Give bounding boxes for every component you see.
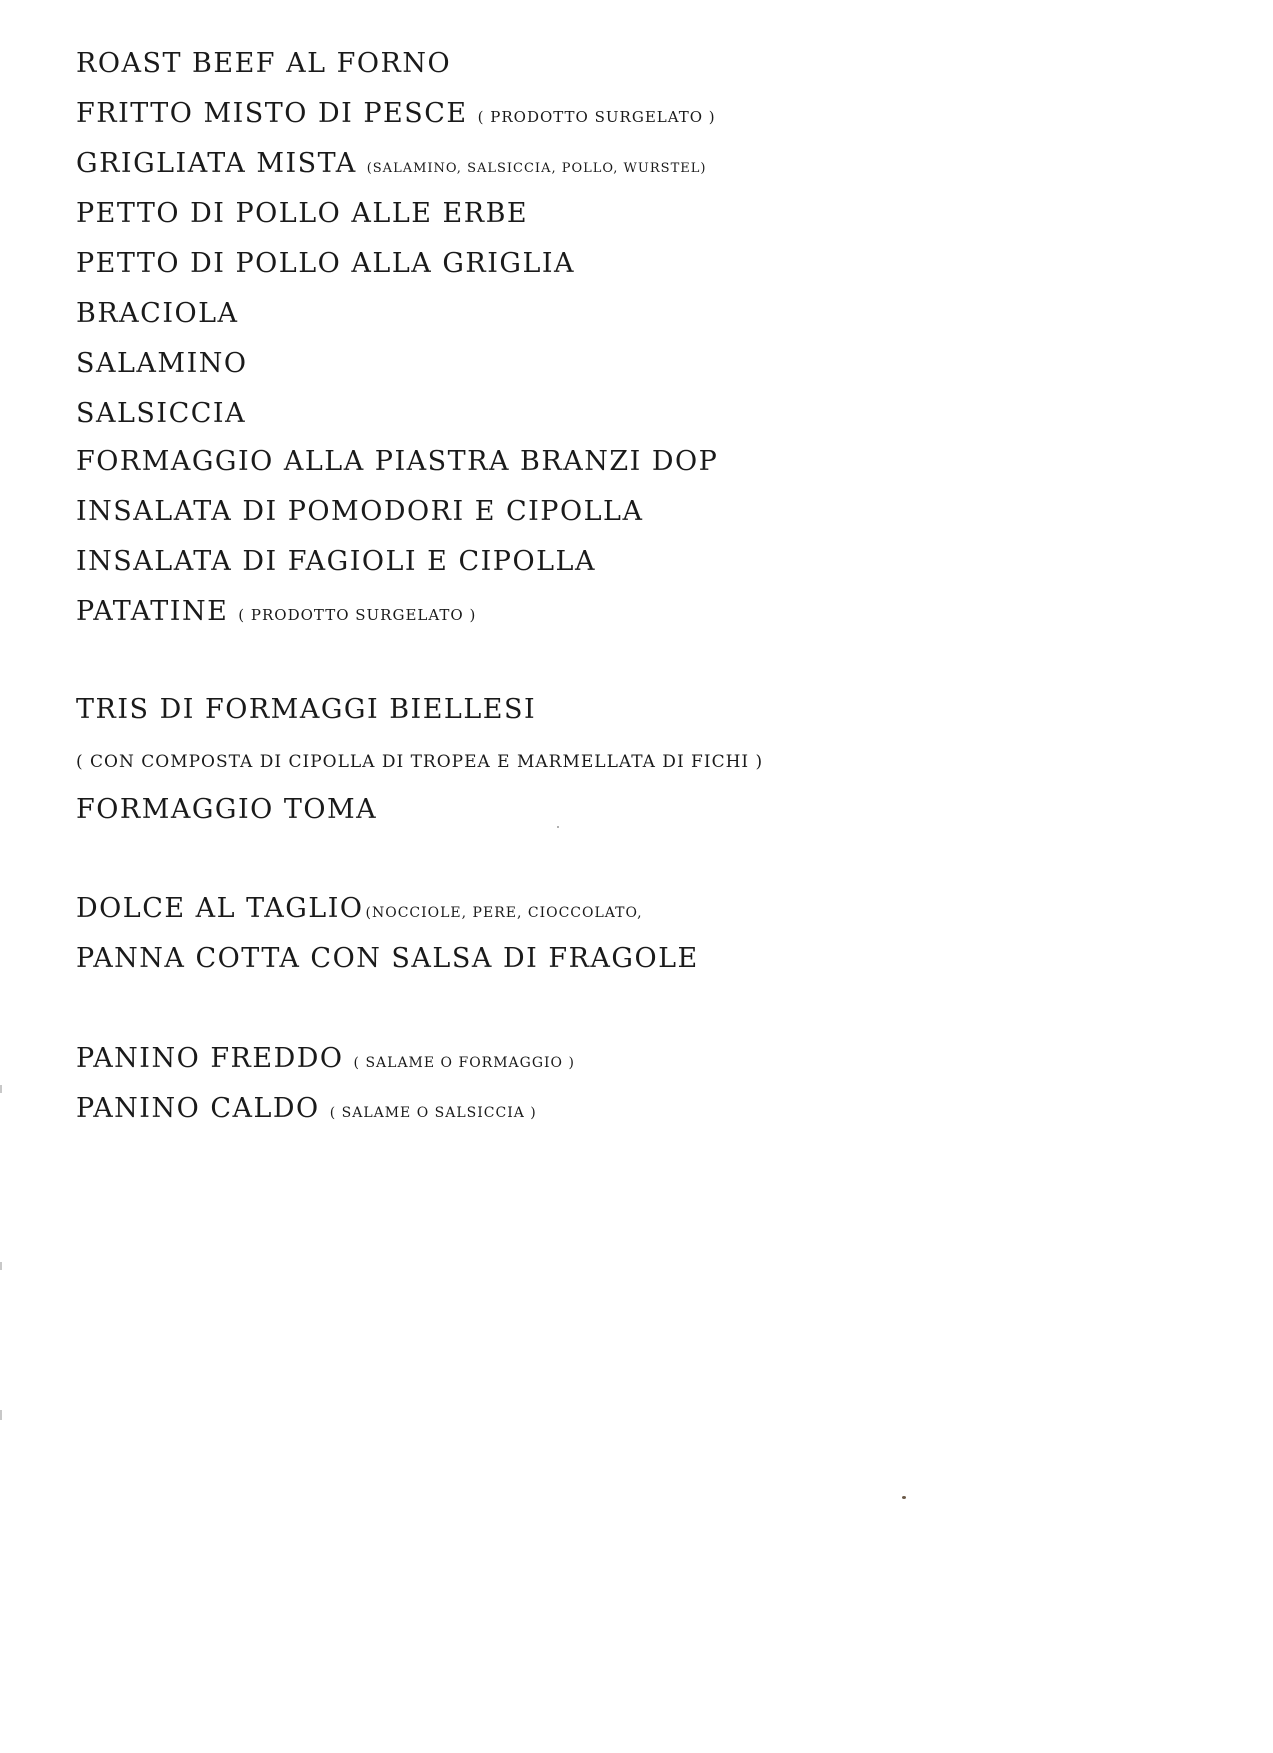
menu-item-formaggio-piastra	[76, 446, 718, 477]
menu-item-name: PETTO DI POLLO ALLE ERBE	[76, 198, 529, 229]
menu-item-name: SALAMINO	[76, 348, 248, 379]
menu-item-name: FORMAGGIO TOMA	[76, 794, 378, 825]
menu-item-name: GRIGLIATA MISTA	[76, 148, 357, 179]
menu-item-name: ROAST BEEF AL FORNO	[76, 48, 452, 79]
menu-item-note: ( PRODOTTO SURGELATO )	[477, 108, 716, 126]
menu-item-braciola	[76, 298, 239, 329]
menu-item-name: DOLCE AL TAGLIO	[76, 893, 364, 924]
menu-item-tris-formaggi-note	[76, 752, 763, 772]
menu-item-insalata-fagioli	[76, 546, 596, 577]
menu-item-insalata-pomodori	[76, 496, 643, 527]
scan-edge-mark	[0, 1410, 2, 1420]
menu-item-note: ( SALAME O FORMAGGIO )	[353, 1055, 575, 1071]
scan-edge-mark	[0, 1262, 2, 1270]
scan-edge-mark	[0, 1085, 2, 1093]
menu-item-name: PANINO FREDDO	[76, 1043, 344, 1074]
menu-item-name: FRITTO MISTO DI PESCE	[76, 98, 468, 129]
menu-item-name: PANINO CALDO	[76, 1093, 320, 1124]
menu-item-name: FORMAGGIO ALLA PIASTRA BRANZI DOP	[76, 446, 719, 477]
menu-item-note: ( CON COMPOSTA DI CIPOLLA DI TROPEA E MARMELLATA DI FICHI )	[76, 752, 764, 772]
menu-item-petto-erbe	[76, 198, 528, 229]
menu-item-note: (SALAMINO, SALSICCIA, POLLO, WURSTEL)	[366, 161, 707, 176]
menu-item-note: ( SALAME O SALSICCIA )	[329, 1105, 537, 1121]
menu-item-name: PANNA COTTA CON SALSA DI FRAGOLE	[76, 943, 699, 974]
menu-item-name: INSALATA DI FAGIOLI E CIPOLLA	[76, 546, 596, 577]
menu-item-roast-beef	[76, 48, 451, 79]
scan-speck	[902, 1496, 906, 1499]
menu-item-salsiccia	[76, 398, 246, 429]
menu-item-name: PETTO DI POLLO ALLA GRIGLIA	[76, 248, 576, 279]
menu-item-panna-cotta	[76, 943, 699, 974]
menu-item-formaggio-toma	[76, 794, 377, 825]
menu-item-dolce-taglio	[76, 893, 643, 924]
menu-item-note: (NOCCIOLE, PERE, CIOCCOLATO,	[365, 905, 643, 921]
menu-item-panino-freddo	[76, 1043, 575, 1074]
menu-item-name: SALSICCIA	[76, 398, 247, 429]
scan-speck	[557, 826, 559, 828]
menu-item-panino-caldo	[76, 1093, 537, 1124]
menu-item-name: PATATINE	[76, 596, 229, 627]
menu-item-name: INSALATA DI POMODORI E CIPOLLA	[76, 496, 644, 527]
menu-item-grigliata-mista	[76, 148, 706, 179]
menu-item-name: BRACIOLA	[76, 298, 239, 329]
menu-item-salamino	[76, 348, 248, 379]
menu-item-note: ( PRODOTTO SURGELATO )	[238, 606, 477, 624]
menu-item-fritto-misto	[76, 98, 716, 129]
menu-item-petto-griglia	[76, 248, 575, 279]
menu-item-patatine	[76, 596, 476, 627]
menu-item-tris-formaggi	[76, 694, 536, 725]
menu-item-name: TRIS DI FORMAGGI BIELLESI	[76, 694, 537, 725]
